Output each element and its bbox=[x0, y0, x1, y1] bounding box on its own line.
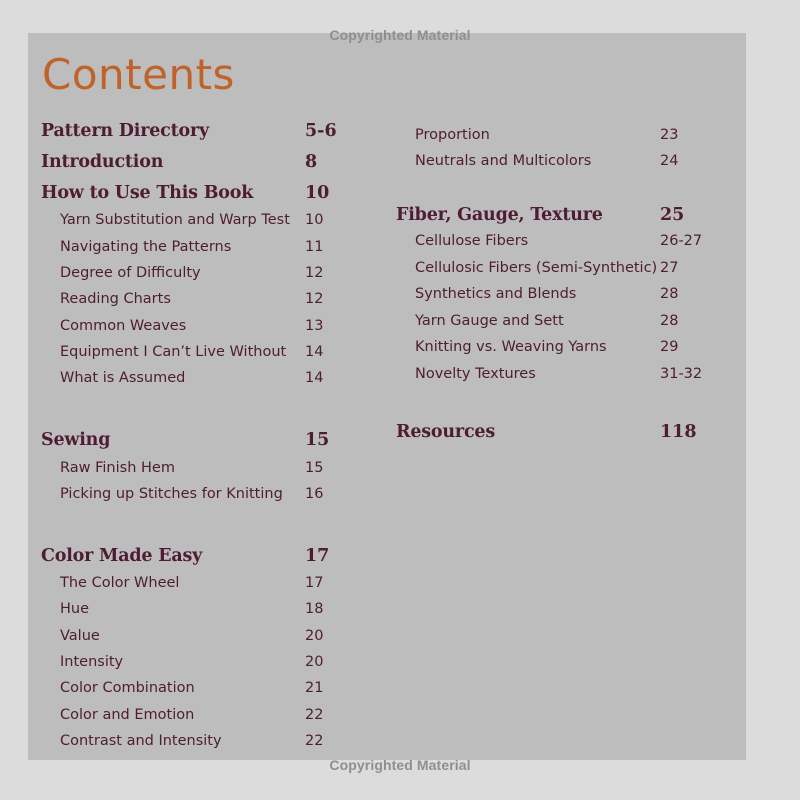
subentry-title: Equipment I Can’t Live Without bbox=[60, 344, 287, 360]
page-number: 25 bbox=[660, 205, 685, 225]
page-number: 14 bbox=[305, 344, 324, 360]
section-title: How to Use This Book bbox=[41, 183, 254, 203]
section-title: Introduction bbox=[41, 152, 164, 172]
watermark-top: Copyrighted Material bbox=[329, 27, 471, 43]
page-number: 16 bbox=[305, 486, 324, 502]
page-number: 14 bbox=[305, 370, 324, 386]
subentry-title: Yarn Gauge and Sett bbox=[415, 313, 564, 329]
page-number: 26-27 bbox=[660, 233, 703, 249]
section-title: Resources bbox=[396, 422, 495, 442]
subentry-title: Knitting vs. Weaving Yarns bbox=[415, 339, 607, 355]
subentry-title: Value bbox=[60, 628, 100, 644]
page-number: 27 bbox=[660, 260, 679, 276]
section-title: Color Made Easy bbox=[41, 546, 203, 566]
subentry-title: Picking up Stitches for Knitting bbox=[60, 486, 283, 502]
subentry-title: Contrast and Intensity bbox=[60, 733, 222, 749]
page-number: 11 bbox=[305, 239, 324, 255]
page-number: 10 bbox=[305, 183, 330, 203]
page-number: 24 bbox=[660, 153, 679, 169]
section-title: Fiber, Gauge, Texture bbox=[396, 205, 603, 225]
page-number: 22 bbox=[305, 733, 324, 749]
page-number: 31-32 bbox=[660, 366, 703, 382]
subentry-title: Yarn Substitution and Warp Test bbox=[60, 212, 290, 228]
page-number: 10 bbox=[305, 212, 324, 228]
page-number: 17 bbox=[305, 546, 330, 566]
page-number: 20 bbox=[305, 654, 324, 670]
subentry-title: The Color Wheel bbox=[60, 575, 180, 591]
subentry-title: Neutrals and Multicolors bbox=[415, 153, 592, 169]
page-number: 28 bbox=[660, 313, 679, 329]
page-title: Contents bbox=[42, 50, 235, 99]
subentry-title: Cellulose Fibers bbox=[415, 233, 529, 249]
watermark-bottom: Copyrighted Material bbox=[329, 757, 471, 773]
page-number: 20 bbox=[305, 628, 324, 644]
subentry-title: Degree of Difficulty bbox=[60, 265, 201, 281]
page-number: 17 bbox=[305, 575, 324, 591]
subentry-title: Intensity bbox=[60, 654, 124, 670]
page-number: 5-6 bbox=[305, 121, 337, 141]
subentry-title: Reading Charts bbox=[60, 291, 171, 307]
section-title: Sewing bbox=[41, 430, 111, 450]
page-number: 18 bbox=[305, 601, 324, 617]
subentry-title: What is Assumed bbox=[60, 370, 186, 386]
page-number: 22 bbox=[305, 707, 324, 723]
page-number: 12 bbox=[305, 265, 324, 281]
page-number: 15 bbox=[305, 430, 330, 450]
page-number: 8 bbox=[305, 152, 318, 172]
subentry-title: Color Combination bbox=[60, 680, 195, 696]
subentry-title: Color and Emotion bbox=[60, 707, 195, 723]
subentry-title: Common Weaves bbox=[60, 318, 187, 334]
subentry-title: Navigating the Patterns bbox=[60, 239, 232, 255]
page-number: 21 bbox=[305, 680, 324, 696]
page-number: 23 bbox=[660, 127, 679, 143]
page-number: 29 bbox=[660, 339, 679, 355]
subentry-title: Synthetics and Blends bbox=[415, 286, 577, 302]
page-number: 15 bbox=[305, 460, 324, 476]
subentry-title: Hue bbox=[60, 601, 90, 617]
page-number: 13 bbox=[305, 318, 324, 334]
page-number: 28 bbox=[660, 286, 679, 302]
subentry-title: Raw Finish Hem bbox=[60, 460, 175, 476]
subentry-title: Cellulosic Fibers (Semi-Synthetic) bbox=[415, 260, 658, 276]
page-number: 12 bbox=[305, 291, 324, 307]
contents-page bbox=[28, 33, 746, 760]
subentry-title: Novelty Textures bbox=[415, 366, 536, 382]
page-number: 118 bbox=[660, 422, 697, 442]
section-title: Pattern Directory bbox=[41, 121, 209, 141]
subentry-title: Proportion bbox=[415, 127, 490, 143]
